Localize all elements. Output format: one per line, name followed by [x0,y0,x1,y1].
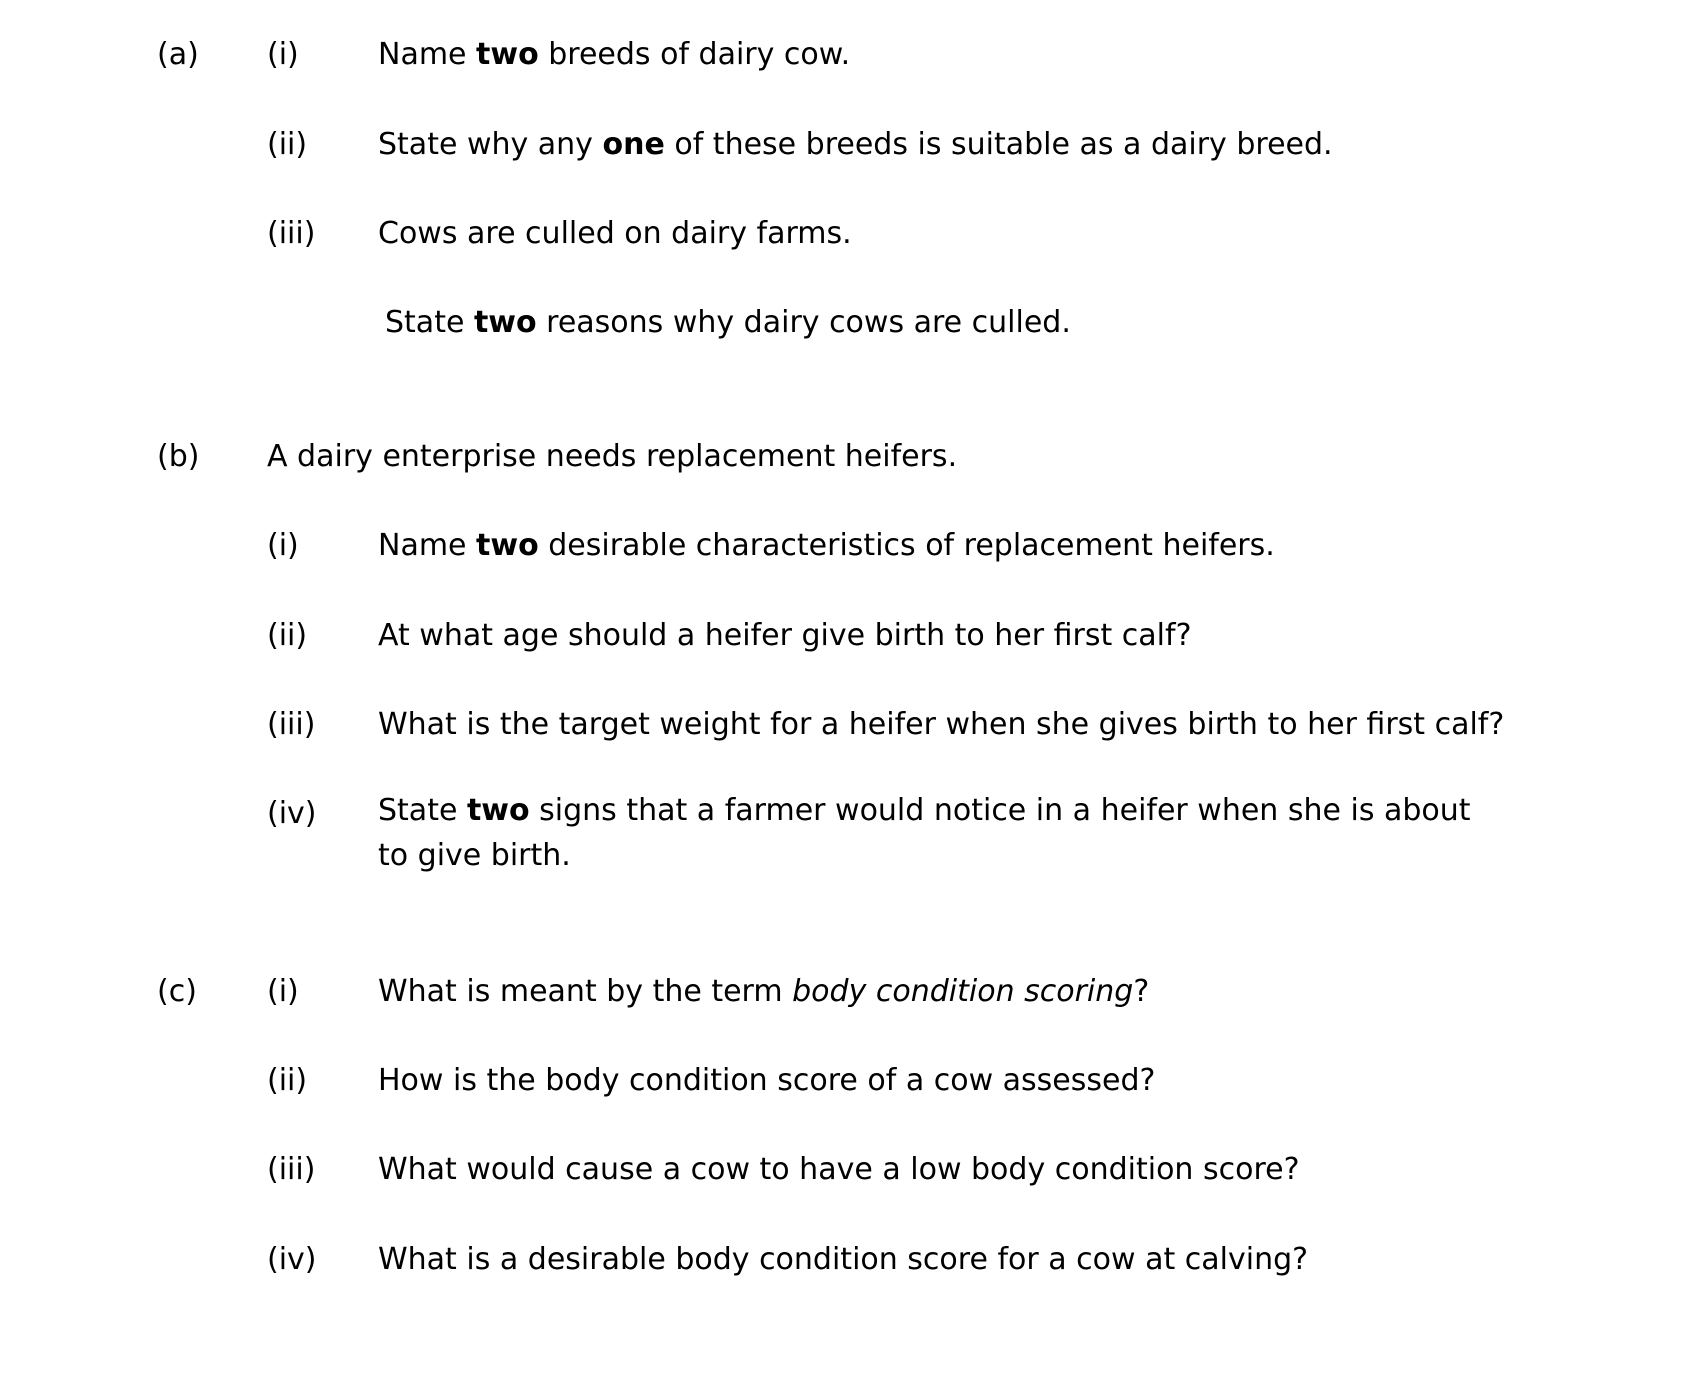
question-label-c: (c) [157,974,197,1009]
question-label-b: (b) [157,439,200,474]
subquestion-text-c-iii: What would cause a cow to have a low body condition score? [378,1152,1300,1187]
subquestion-label-a-i: (i) [267,37,299,72]
subquestion-text-b-ii: At what age should a heifer give birth to her first calf? [378,618,1192,653]
subquestion-text-a-iii-instruction: State two reasons why dairy cows are culled. [385,305,1071,340]
question-label-a: (a) [157,37,199,72]
subquestion-text-c-i: What is meant by the term body condition scoring? [378,974,1150,1009]
subquestion-label-a-iii: (iii) [267,216,316,251]
subquestion-label-b-i: (i) [267,528,299,563]
subquestion-label-b-ii: (ii) [267,618,308,653]
subquestion-label-c-ii: (ii) [267,1063,308,1098]
question-intro-b: A dairy enterprise needs replacement heifers. [267,439,958,474]
subquestion-label-c-iv: (iv) [267,1242,317,1277]
subquestion-text-b-i: Name two desirable characteristics of replacement heifers. [378,528,1275,563]
subquestion-label-c-iii: (iii) [267,1152,316,1187]
subquestion-label-c-i: (i) [267,974,299,1009]
subquestion-text-a-i: Name two breeds of dairy cow. [378,37,851,72]
subquestion-text-c-iv: What is a desirable body condition score for a cow at calving? [378,1242,1309,1277]
subquestion-label-b-iii: (iii) [267,707,316,742]
subquestion-text-b-iv: State two signs that a farmer would notice in a heifer when she is about to give birth. [378,793,1471,873]
subquestion-text-a-iii: Cows are culled on dairy farms. [378,216,852,251]
subquestion-label-b-iv: (iv) [267,796,317,831]
subquestion-text-b-iii: What is the target weight for a heifer when she gives birth to her first calf? [378,707,1505,742]
subquestion-text-c-ii: How is the body condition score of a cow assessed? [378,1063,1156,1098]
subquestion-text-a-ii: State why any one of these breeds is suitable as a dairy breed. [378,127,1333,162]
subquestion-label-a-ii: (ii) [267,127,308,162]
